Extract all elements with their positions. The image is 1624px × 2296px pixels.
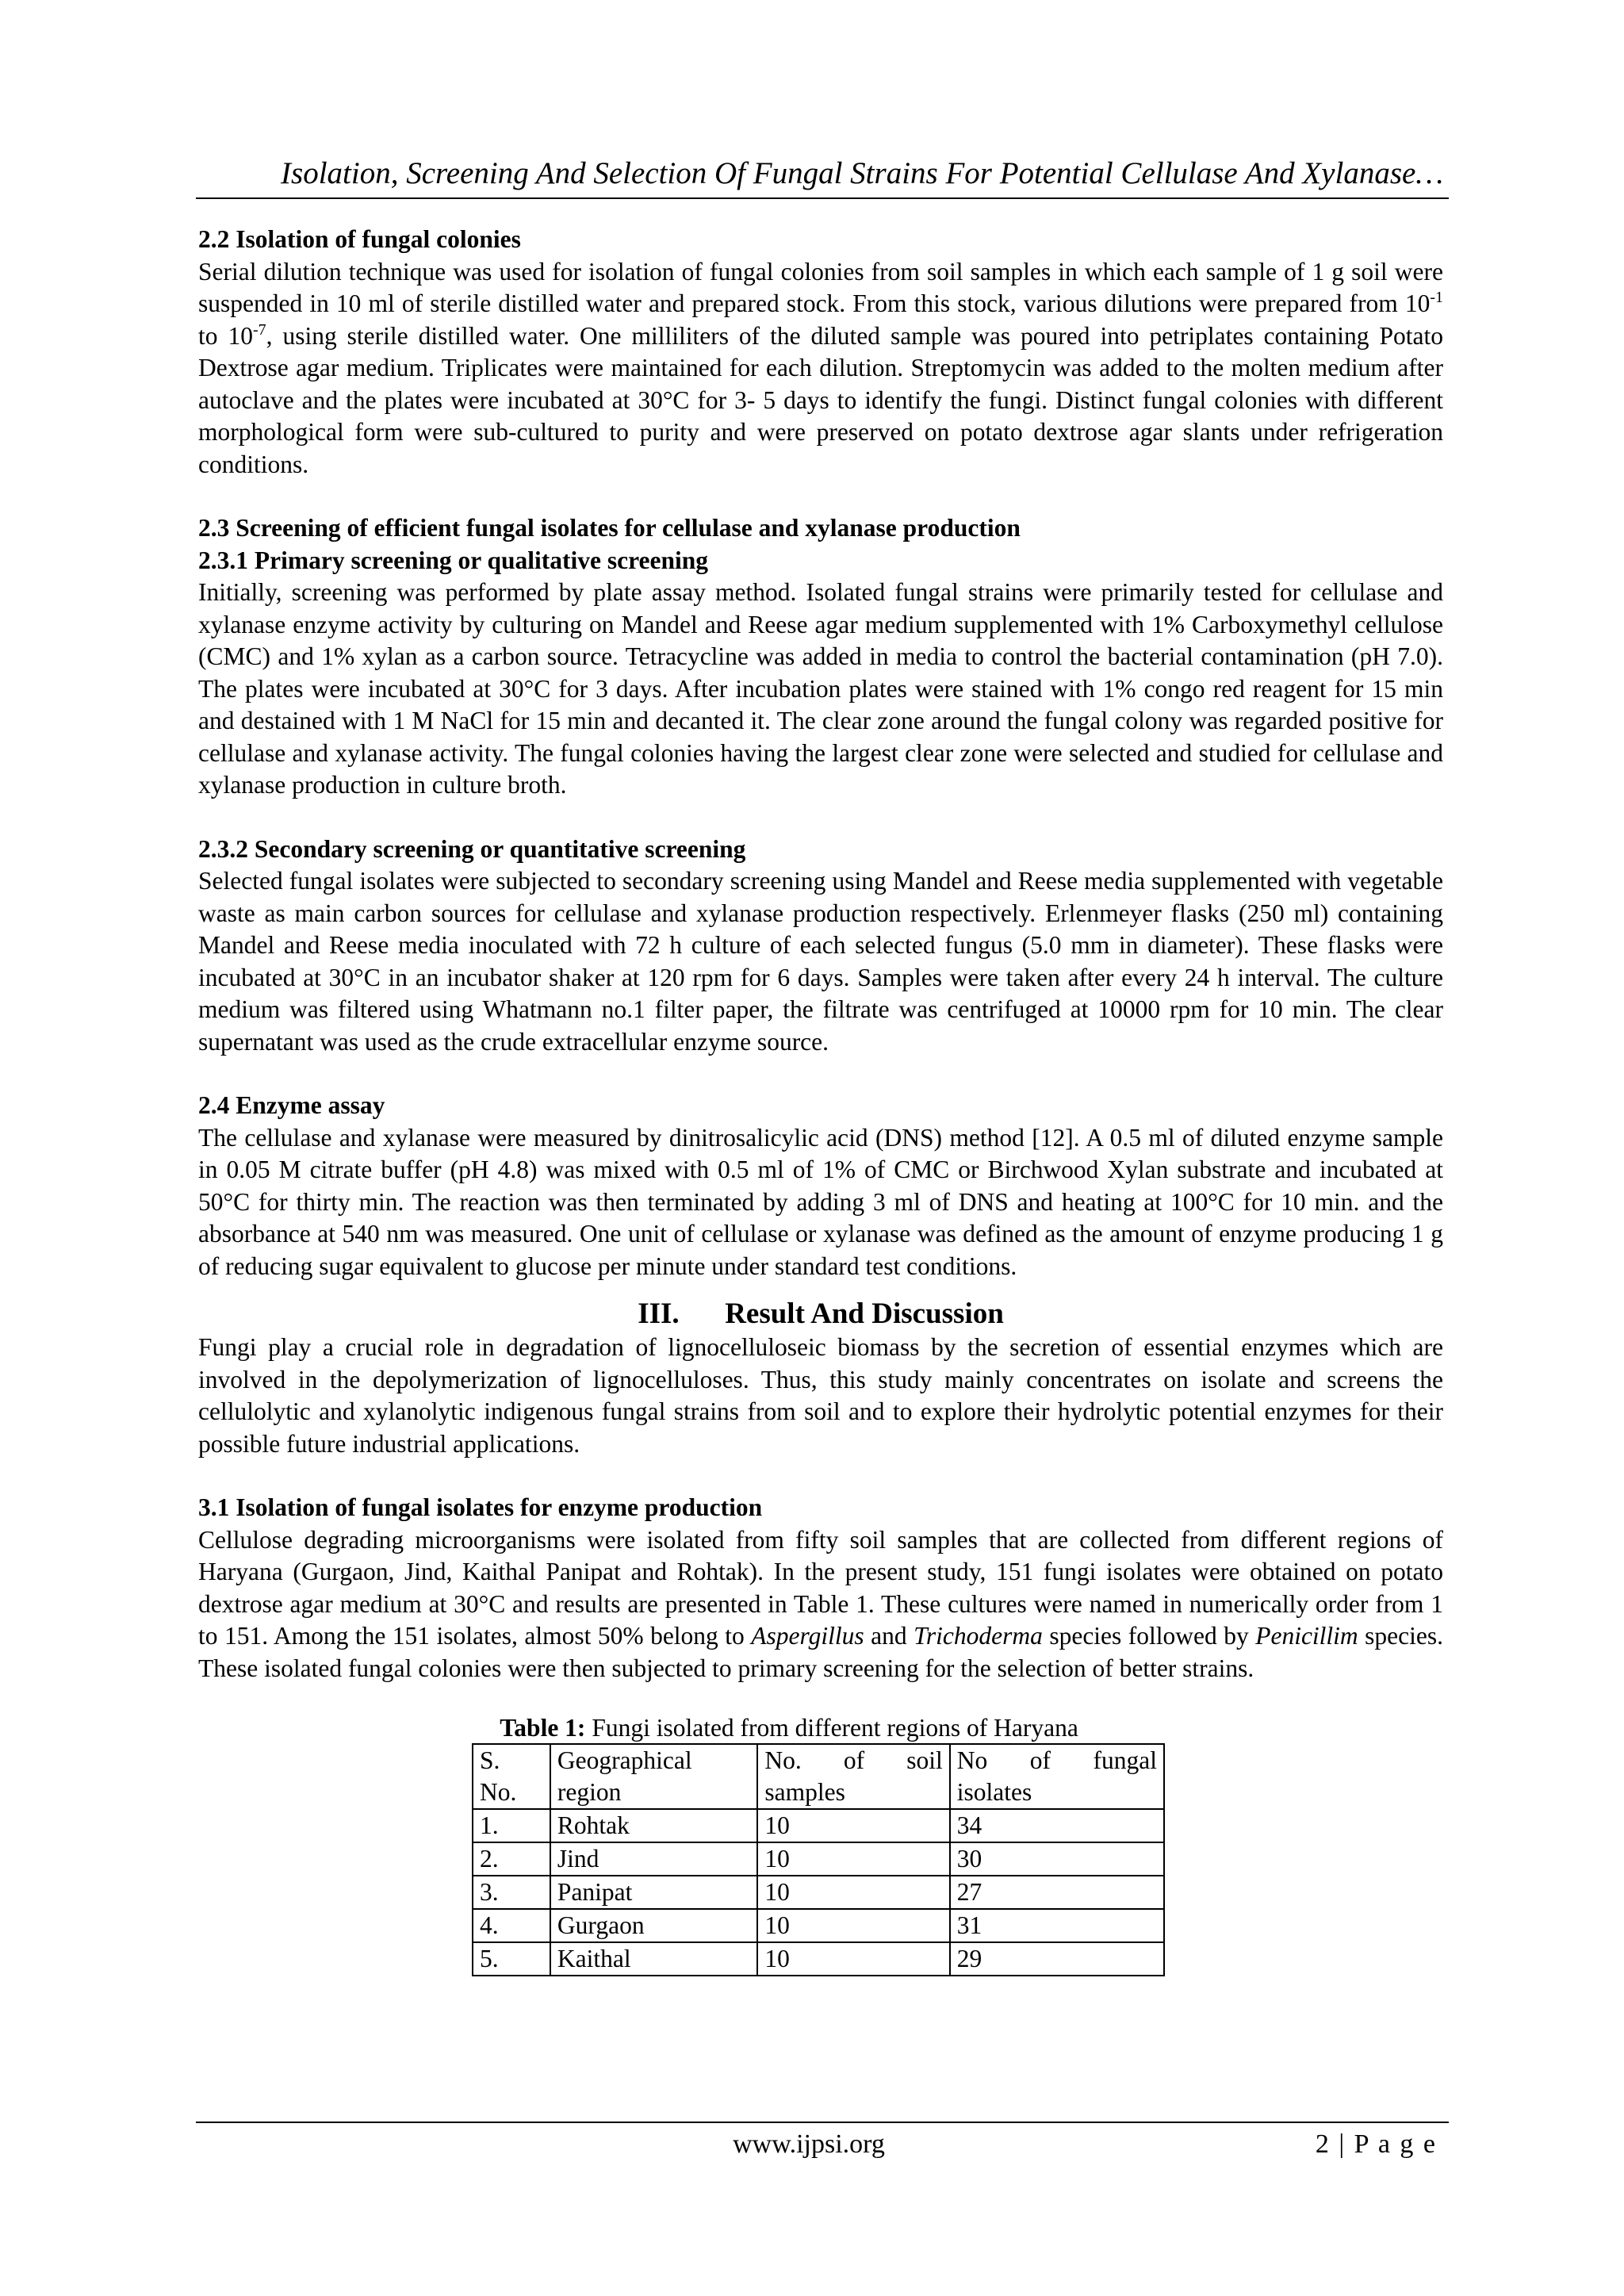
table-row [473,1909,1164,1942]
article-body [198,224,1443,1976]
heading-2-3: 2.3 Screening of efficient fungal isolates for cellulase and xylanase production [198,514,1021,542]
section-number: III. [638,1297,680,1330]
paragraph-3-1 [198,1524,1443,1685]
cell-region: Rohtak [550,1809,757,1842]
cell-isolates: 34 [950,1809,1164,1842]
cell-sno: 3. [473,1876,550,1909]
section-title-text: Result And Discussion [725,1297,1004,1330]
heading-2-4: 2.4 Enzyme assay [198,1091,385,1119]
table-row [473,1876,1164,1909]
heading-2-3-2: 2.3.2 Secondary screening or quantitative screening [198,834,746,863]
footer-page-number: 2 | P a g e [1315,2129,1437,2159]
cell-samples: 10 [757,1942,949,1976]
cell-isolates: 31 [950,1909,1164,1942]
cell-isolates: 27 [950,1876,1164,1909]
cell-sno: 2. [473,1842,550,1876]
paragraph-2-4: The cellulase and xylanase were measured by dinitrosalicylic acid (DNS) method [12]. A 0.5 ml of diluted enzyme sample in 0.05 M citrate buffer (pH 4.8) was mixed with 0.5 ml of 1% of CMC or Birchwood Xylan substrate and incubated at 50°C for thirty min. The reaction was then terminated by adding 3 ml of DNS and heating at 100°C for 10 min. and the absorbance at 540 nm was measured. One unit of cellulase or xylanase was defined as the amount of enzyme producing 1 g of reducing sugar equivalent to glucose per minute under standard test conditions. [198,1123,1443,1280]
text-span: , using sterile distilled water. One milliliters of the diluted sample was poured into petriplates containing Potato Dextrose agar medium. Triplicates were maintained for each dilution. Streptomycin was added to the molten medium after autoclave and the plates were incubated at 30°C for 3- 5 days to identify the fungi. Distinct fungal colonies with different morphological form were sub-cultured to purity and were preserved on potato dextrose agar slants under refrigeration conditions. [198,321,1443,478]
header-cell-samples: No. of soil samples [757,1744,949,1809]
cell-isolates: 30 [950,1842,1164,1876]
footer-url: www.ijpsi.org [733,2129,885,2159]
species-name: Aspergillus [751,1622,864,1650]
table-caption [167,1713,1411,1743]
species-name: Penicillim [1255,1622,1358,1650]
text-span: species followed by [1042,1622,1256,1650]
table-header-row [473,1744,1164,1809]
cell-sno: 1. [473,1809,550,1842]
header-rule [196,197,1449,199]
header-cell-sno: S. No. [473,1744,550,1809]
fungi-table [472,1743,1165,1976]
cell-region: Gurgaon [550,1909,757,1942]
cell-samples: 10 [757,1842,949,1876]
heading-3-1: 3.1 Isolation of fungal isolates for enzyme production [198,1493,763,1521]
table-caption-label: Table 1: [500,1714,586,1742]
cell-sno: 5. [473,1942,550,1976]
running-header: Isolation, Screening And Selection Of Fungal Strains For Potential Cellulase And Xylanase… [281,156,1443,190]
cell-region: Panipat [550,1876,757,1909]
cell-samples: 10 [757,1876,949,1909]
cell-isolates: 29 [950,1942,1164,1976]
paragraph-2-3-2: Selected fungal isolates were subjected to secondary screening using Mandel and Reese media supplemented with vegetable waste as main carbon sources for cellulase and xylanase production respectively. Erlenmeyer flasks (250 ml) containing Mandel and Reese media inoculated with 72 h culture of each selected fungus (5.0 mm in diameter). These flasks were incubated at 30°C in an incubator shaker at 120 rpm for 6 days. Samples were taken after every 24 h interval. The culture medium was filtered using Whatmann no.1 filter paper, the filtrate was centrifuged at 10000 rpm for 10 min. The clear supernatant was used as the crude extracellular enzyme source. [198,867,1443,1056]
text-span: Cellulose degrading microorganisms were isolated from fifty soil samples that are collected from different regions of Haryana (Gurgaon, Jind, Kaithal Panipat and Rohtak). In the present study, 151 fungi isolates were obtained on potato dextrose agar medium at 30°C and results are presented in Table 1. These cultures were named in numerically order from 1 to 151. Among the 151 isolates, almost 50% belong to [198,1525,1443,1650]
heading-2-2: 2.2 Isolation of fungal colonies [198,225,521,253]
header-cell-region: Geographical region [550,1744,757,1809]
cell-region: Kaithal [550,1942,757,1976]
cell-samples: 10 [757,1809,949,1842]
superscript: -1 [1430,289,1443,306]
cell-region: Jind [550,1842,757,1876]
text-span: species. These isolated fungal colonies were then subjected to primary screening for the selection of better strains. [198,1622,1444,1682]
paragraph-2-2 [198,256,1443,481]
paragraph-2-3-1: Initially, screening was performed by plate assay method. Isolated fungal strains were primarily tested for cellulase and xylanase enzyme activity by culturing on Mandel and Reese agar medium supplemented with 1% Carboxymethyl cellulose (CMC) and 1% xylan as a carbon source. Tetracycline was added in media to control the bacterial contamination (pH 7.0). The plates were incubated at 30°C for 3 days. After incubation plates were stained with 1% congo red reagent for 15 min and destained with 1 M NaCl for 15 min and decanted it. The clear zone around the fungal colony was regarded positive for cellulase and xylanase activity. The fungal colonies having the largest clear zone were selected and studied for cellulase and xylanase production in culture broth. [198,578,1443,799]
text-span: to 10 [198,321,253,350]
table-row [473,1809,1164,1842]
cell-sno: 4. [473,1909,550,1942]
table-row [473,1942,1164,1976]
table-row [473,1842,1164,1876]
species-name: Trichoderma [914,1622,1043,1650]
footer-rule [196,2122,1449,2123]
superscript: -7 [252,320,266,339]
table-caption-text: Fungi isolated from different regions of Haryana [585,1714,1078,1742]
text-span: Serial dilution technique was used for isolation of fungal colonies from soil samples in which each sample of 1 g soil were suspended in 10 ml of sterile distilled water and prepared stock. From this stock, various dilutions were prepared from 10 [198,257,1443,317]
header-cell-isolates: No of fungal isolates [950,1744,1164,1809]
text-span: and [864,1622,914,1650]
section-title-3 [198,1294,1443,1332]
heading-2-3-1: 2.3.1 Primary screening or qualitative screening [198,546,709,574]
cell-samples: 10 [757,1909,949,1942]
paragraph-3-intro: Fungi play a crucial role in degradation of lignocelluloseic biomass by the secretion of essential enzymes which are involved in the depolymerization of lignocelluloses. Thus, this study mainly concentrates on isolate and screens the cellulolytic and xylanolytic indigenous fungal strains from soil and to explore their hydrolytic potential enzymes for their possible future industrial applications. [198,1333,1443,1458]
